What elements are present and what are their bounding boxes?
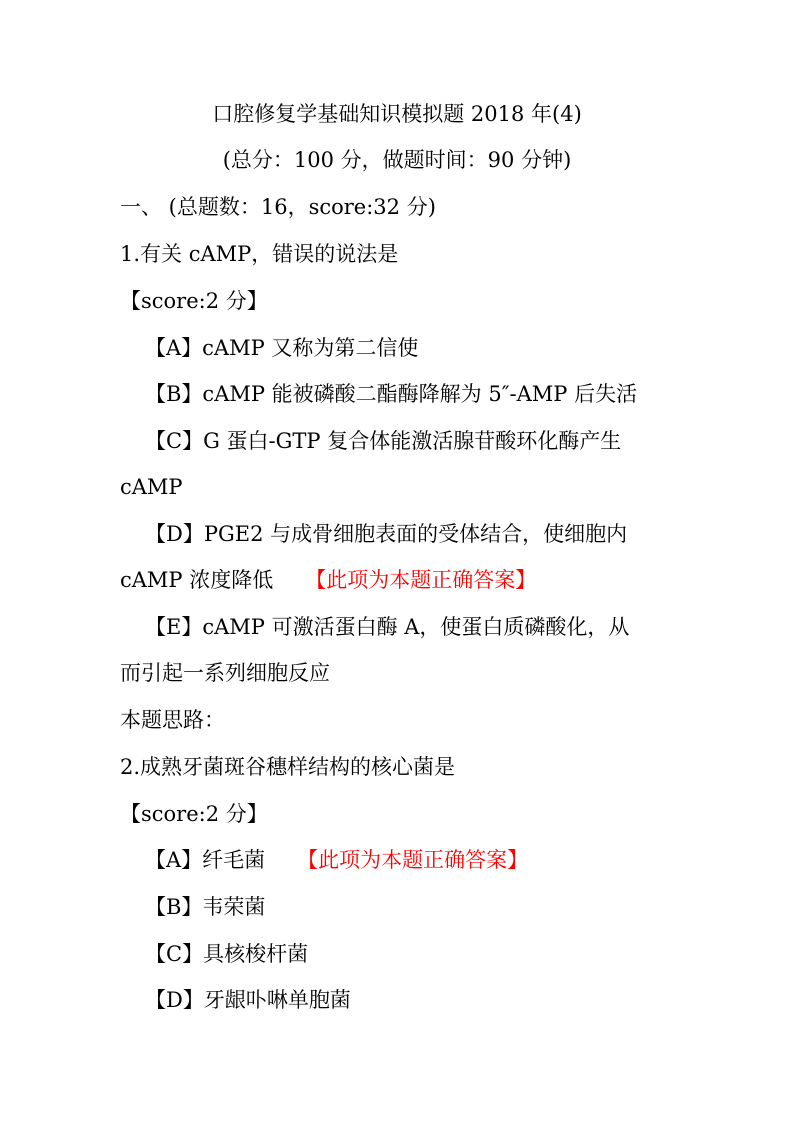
question-1-stem: 1.有关 cAMP，错误的说法是 <box>120 242 399 266</box>
question-1-option-c: 【C】G 蛋白-GTP 复合体能激活腺苷酸环化酶产生 <box>145 429 622 453</box>
correct-answer-marker: 【此项为本题正确答案】 <box>297 848 529 872</box>
question-2-option-c: 【C】具核梭杆菌 <box>145 942 309 966</box>
question-1-option-c-continued: cAMP <box>120 475 183 499</box>
document-title: 口腔修复学基础知识模拟题 2018 年(4) <box>212 102 582 126</box>
question-1-option-d-text: cAMP 浓度降低 <box>120 568 274 592</box>
question-2-option-d: 【D】牙龈卟啉单胞菌 <box>145 988 351 1012</box>
question-1-option-d-continued <box>120 566 536 594</box>
question-1-option-d: 【D】PGE2 与成骨细胞表面的受体结合，使细胞内 <box>145 522 628 546</box>
question-2-option-a-text: 【A】纤毛菌 <box>145 848 266 872</box>
question-1-option-e-continued: 而引起一系列细胞反应 <box>120 661 330 685</box>
question-1-option-b: 【B】cAMP 能被磷酸二酯酶降解为 5″-AMP 后失活 <box>145 382 638 406</box>
question-1-explanation: 本题思路： <box>120 708 225 732</box>
question-1-option-a: 【A】cAMP 又称为第二信使 <box>145 336 419 360</box>
document-subtitle: (总分：100 分，做题时间：90 分钟) <box>222 148 572 172</box>
correct-answer-marker: 【此项为本题正确答案】 <box>305 568 537 592</box>
question-2-option-b: 【B】韦荣菌 <box>145 895 266 919</box>
question-1-score: 【score:2 分】 <box>120 289 268 313</box>
question-2-option-a <box>145 846 528 874</box>
question-1-option-e: 【E】cAMP 可激活蛋白酶 A，使蛋白质磷酸化，从 <box>145 615 630 639</box>
question-2-stem: 2.成熟牙菌斑谷穗样结构的核心菌是 <box>120 755 456 779</box>
section-header: 一、 (总题数：16，score:32 分) <box>120 195 436 219</box>
question-2-score: 【score:2 分】 <box>120 802 268 826</box>
